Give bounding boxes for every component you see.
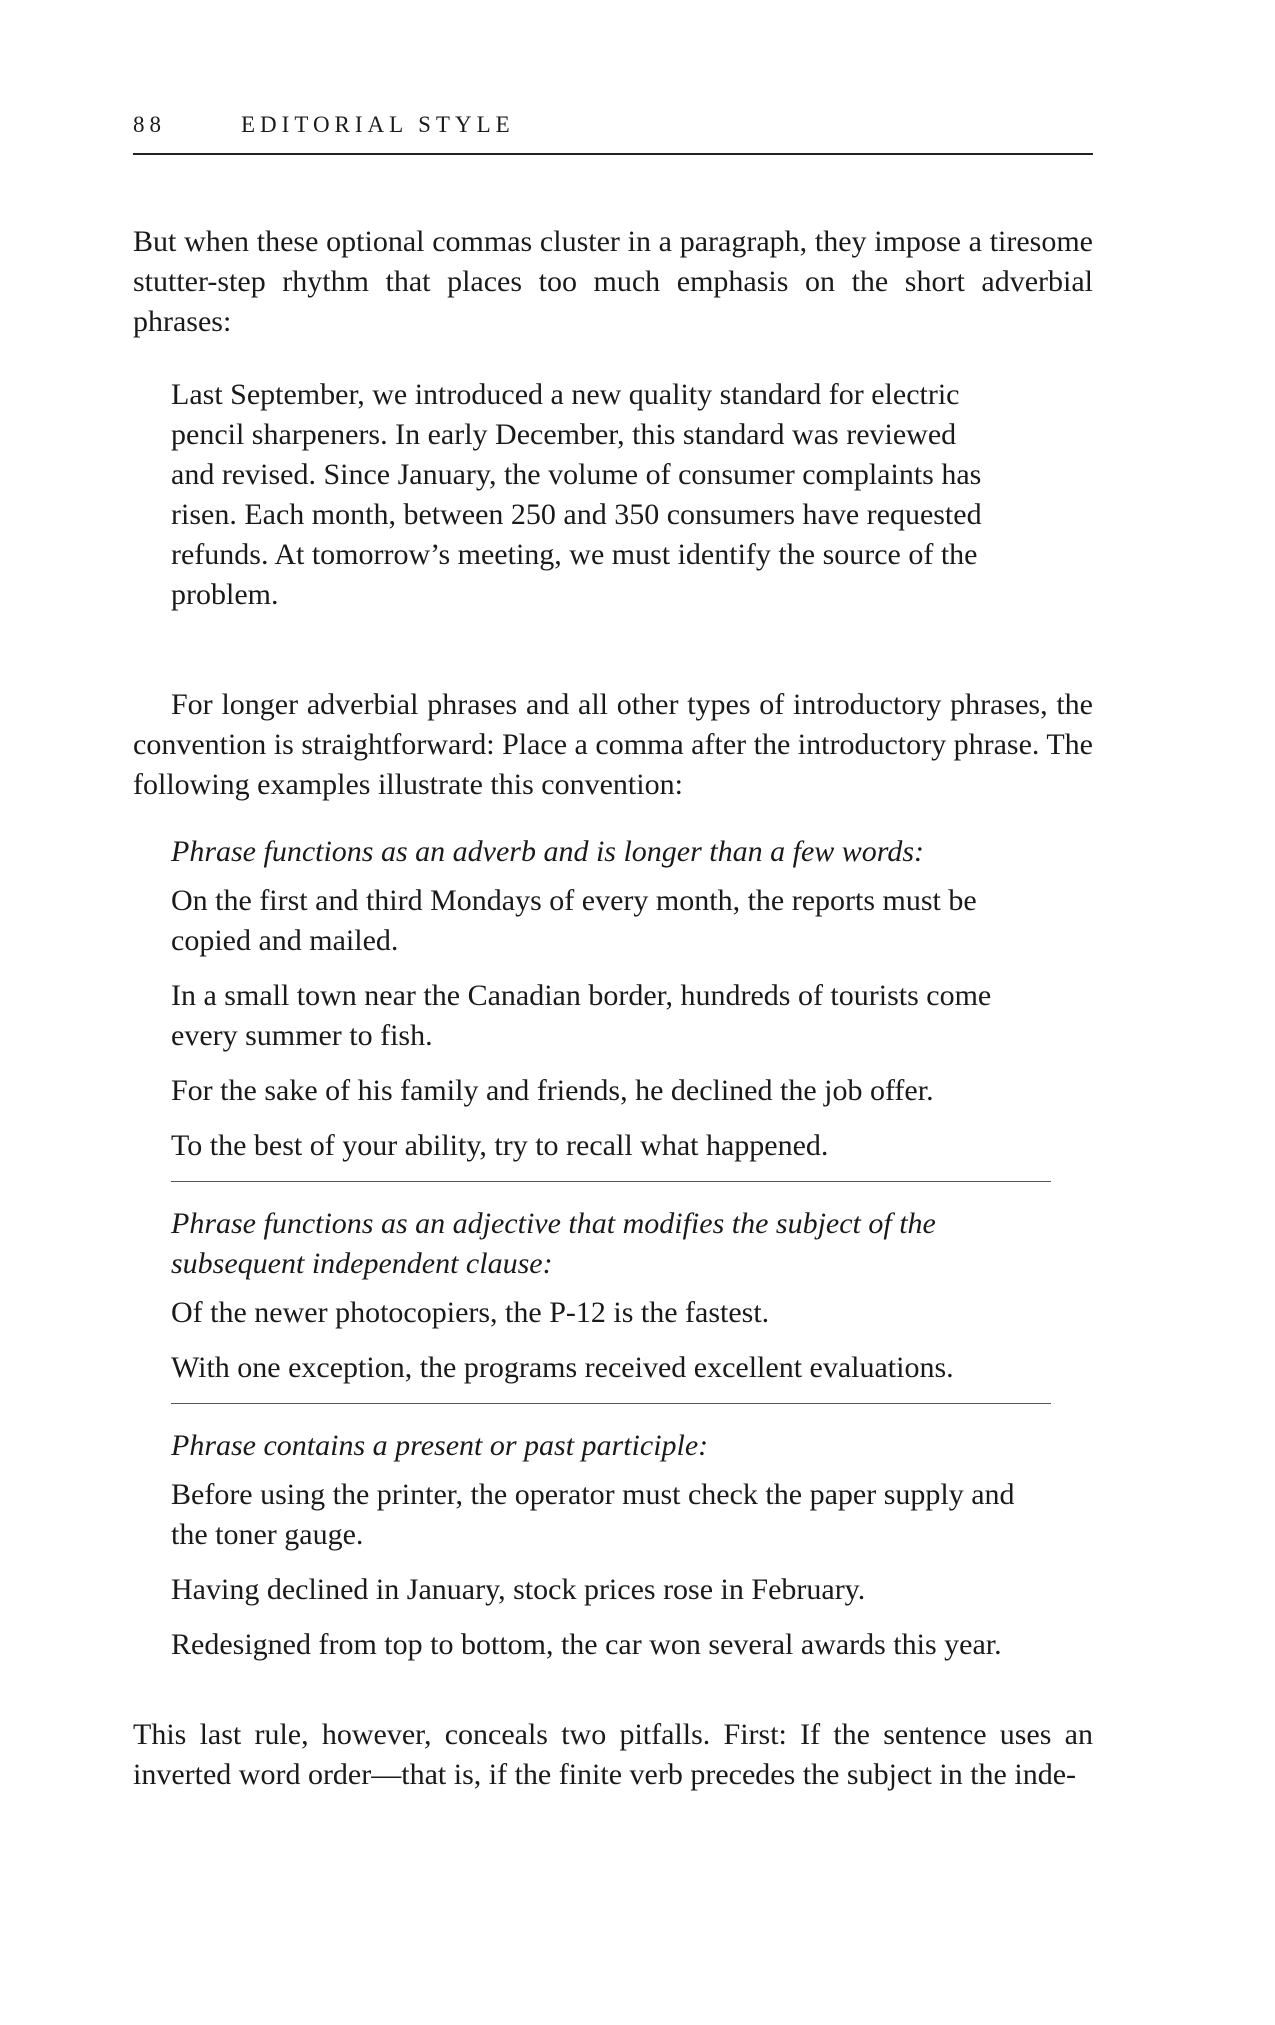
block-example-line: Last September, we introduced a new quality standard for electric xyxy=(171,378,960,411)
example-sentence: Before using the printer, the operator must check the paper supply and the toner gauge. xyxy=(171,1478,1015,1551)
block-example-line: and revised. Since January, the volume of consumer complaints has xyxy=(171,458,982,491)
example-sentence: Having declined in January, stock prices rose in February. xyxy=(171,1573,866,1606)
running-head xyxy=(133,110,1093,150)
example-sentence: Redesigned from top to bottom, the car won several awards this year. xyxy=(171,1628,1002,1661)
example-group-heading: Phrase contains a present or past participle: xyxy=(171,1429,709,1462)
block-example-line: risen. Each month, between 250 and 350 consumers have requested xyxy=(171,498,982,531)
page-number: 88 xyxy=(133,112,166,137)
closing-paragraph: This last rule, however, conceals two pitfalls. First: If the sentence uses an inverted word order—that is, if the finite verb precedes the subject in the inde- xyxy=(133,1718,1093,1791)
group-divider xyxy=(171,1403,1051,1404)
header-rule xyxy=(133,153,1093,155)
intro-paragraph: But when these optional commas cluster in a paragraph, they impose a tiresome stutter-step rhythm that places too much emphasis on the short adverbial phrases: xyxy=(133,225,1093,338)
example-sentence: Of the newer photocopiers, the P-12 is the fastest. xyxy=(171,1296,770,1329)
book-page xyxy=(133,0,1093,2025)
example-sentence: On the first and third Mondays of every month, the reports must be copied and mailed. xyxy=(171,884,977,957)
block-example-line: problem. xyxy=(171,578,279,611)
group-divider xyxy=(171,1181,1051,1182)
example-group-adjective xyxy=(171,1204,1051,1388)
example-sentence: In a small town near the Canadian border, hundreds of tourists come every summer to fish. xyxy=(171,979,992,1052)
example-group-participle xyxy=(171,1426,1051,1665)
body-text xyxy=(133,222,1093,1795)
block-example-line: refunds. At tomorrow’s meeting, we must identify the source of the xyxy=(171,538,978,571)
block-example-line: pencil sharpeners. In early December, this standard was reviewed xyxy=(171,418,957,451)
running-title: EDITORIAL STYLE xyxy=(241,112,515,137)
example-group-heading: Phrase functions as an adverb and is longer than a few words: xyxy=(171,835,925,868)
example-group-heading: Phrase functions as an adjective that modifies the subject of the subsequent independent clause: xyxy=(171,1207,936,1280)
example-group-adverb xyxy=(171,832,1051,1166)
example-sentence: To the best of your ability, try to recall what happened. xyxy=(171,1129,829,1162)
example-list xyxy=(171,832,1051,1665)
block-example xyxy=(171,375,1051,615)
convention-paragraph: For longer adverbial phrases and all other types of introductory phrases, the convention is straightforward: Place a comma after the introductory phrase. The following examples illustrate this convention: xyxy=(133,688,1093,801)
example-sentence: For the sake of his family and friends, he declined the job offer. xyxy=(171,1074,934,1107)
example-sentence: With one exception, the programs received excellent evaluations. xyxy=(171,1351,954,1384)
